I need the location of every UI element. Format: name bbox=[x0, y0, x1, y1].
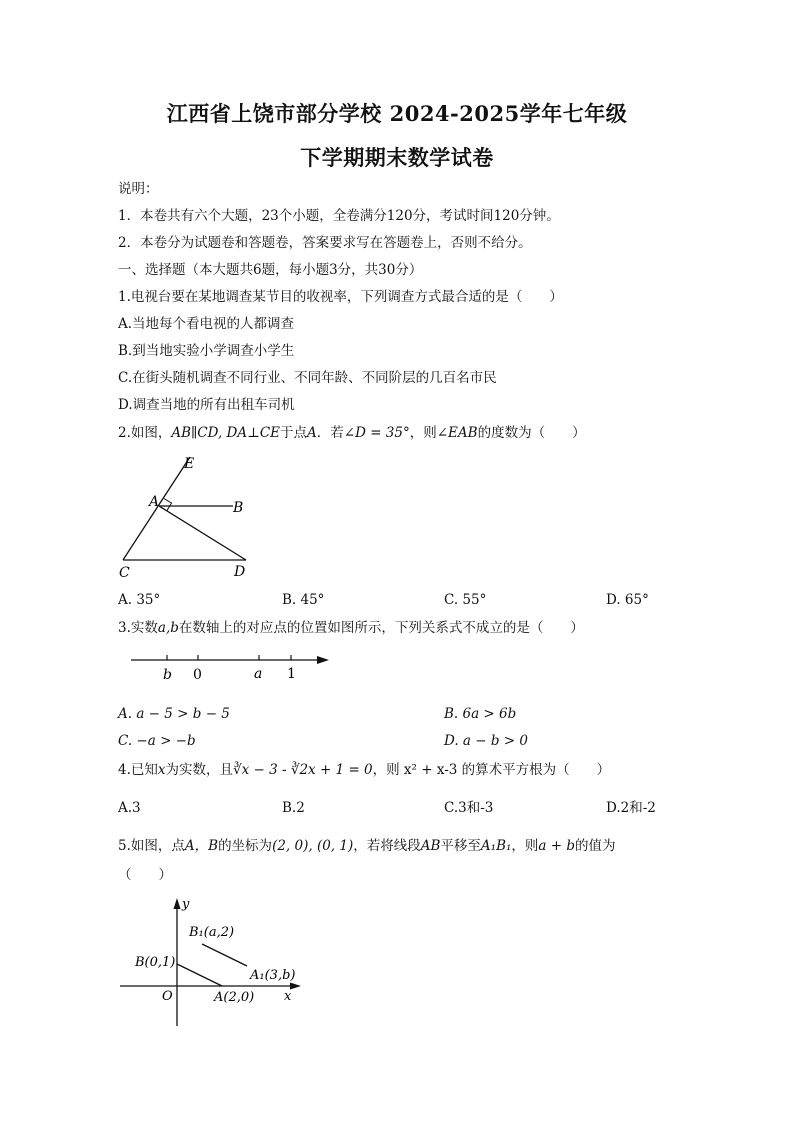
label-c: C bbox=[119, 565, 130, 581]
q5-end: ，则 bbox=[511, 838, 539, 854]
segment-a1b1 bbox=[202, 944, 247, 966]
question-2-figure bbox=[110, 452, 270, 584]
instruction-note-1: 1．本卷共有六个大题，23个小题，全卷满分120分，考试时间120分钟。 bbox=[118, 208, 560, 224]
q4-end: ，则 x² + x-3 的算术平方根为（ ） bbox=[372, 762, 611, 778]
q5-prefix: 5.如图，点 bbox=[118, 838, 185, 854]
label-b1: B₁(a,2) bbox=[189, 925, 235, 940]
label-b: B bbox=[233, 500, 244, 516]
x-axis-arrow-icon bbox=[290, 983, 301, 990]
label-a: A bbox=[149, 494, 160, 510]
segment-ab bbox=[177, 964, 222, 986]
question-1-option-c: C.在街头随机调查不同行业、不同年龄、不同阶层的几百名市民 bbox=[118, 370, 497, 386]
right-angle-mark bbox=[164, 499, 172, 511]
exam-title-line1: 江西省上饶市部分学校 2024-2025学年七年级 bbox=[166, 101, 628, 126]
question-2-option-a: A. 35° bbox=[118, 592, 161, 608]
label-a: A(2,0) bbox=[214, 990, 255, 1005]
question-4-option-c: C.3和-3 bbox=[444, 800, 494, 816]
axis-arrow-icon bbox=[317, 656, 329, 664]
question-2-option-c: C. 55° bbox=[444, 592, 487, 608]
question-1-option-b: B.到当地实验小学调查小学生 bbox=[118, 343, 295, 359]
question-4-stem bbox=[118, 761, 610, 779]
question-2-stem bbox=[118, 424, 586, 442]
q5-mid3: 平移至 bbox=[440, 838, 481, 854]
question-3-option-a: A. a − 5 > b − 5 bbox=[118, 706, 230, 722]
question-3-number-line bbox=[125, 648, 335, 684]
label-b: B(0,1) bbox=[135, 955, 176, 970]
label-origin: O bbox=[162, 989, 173, 1004]
question-3-option-b: B. 6a > 6b bbox=[444, 706, 517, 722]
q2-mid3: ，则 bbox=[409, 425, 437, 441]
label-one: 1 bbox=[287, 666, 296, 682]
q2-angle-eab: ∠EAB bbox=[436, 425, 478, 441]
q2-mid: 于点 bbox=[280, 425, 308, 441]
question-1-option-d: D.调查当地的所有出租车司机 bbox=[118, 397, 295, 413]
q2-end: 的度数为（ ） bbox=[477, 425, 586, 441]
label-e: E bbox=[184, 456, 195, 472]
q3-prefix: 3.实数 bbox=[118, 620, 158, 636]
q3-end: 在数轴上的对应点的位置如图所示，下列关系式不成立的是（ ） bbox=[178, 620, 584, 636]
exam-title-line2: 下学期期末数学试卷 bbox=[300, 145, 494, 170]
q5-ask: a + b bbox=[538, 838, 575, 854]
q5-mid2: ，若将线段 bbox=[353, 838, 421, 854]
q5-points: A，B bbox=[184, 838, 219, 854]
question-3-option-c: C. −a > −b bbox=[118, 733, 196, 749]
q5-end2: 的值为 bbox=[575, 838, 616, 854]
label-b: b bbox=[163, 667, 172, 683]
instructions-label: 说明： bbox=[118, 181, 159, 197]
question-5-figure bbox=[118, 894, 318, 1034]
label-x: x bbox=[284, 989, 292, 1004]
q3-math: a,b bbox=[157, 620, 179, 636]
q4-mid: 为实数，且 bbox=[165, 762, 234, 778]
q5-mid: 的坐标为 bbox=[218, 838, 273, 854]
question-2-option-b: B. 45° bbox=[282, 592, 325, 608]
label-a1: A₁(3,b) bbox=[250, 968, 296, 983]
label-a: a bbox=[254, 666, 263, 682]
question-2-option-d: D. 65° bbox=[606, 592, 649, 608]
label-zero: 0 bbox=[193, 667, 202, 683]
q2-point-a: A bbox=[307, 425, 317, 441]
q4-equation: ∛x − 3 - ∛2x + 1 = 0 bbox=[233, 762, 373, 778]
question-1-stem: 1.电视台要在某地调查某节目的收视率，下列调查方式最合适的是（ ） bbox=[118, 289, 563, 305]
q4-x: x bbox=[157, 762, 166, 778]
q5-segment: AB bbox=[420, 838, 441, 854]
question-5-answer-paren: （ ） bbox=[118, 867, 172, 883]
label-y: y bbox=[182, 897, 190, 912]
question-5-stem bbox=[118, 837, 616, 855]
q5-coords: (2, 0), (0, 1) bbox=[272, 838, 354, 854]
q2-math-condition: AB∥CD, DA⊥CE bbox=[171, 425, 281, 441]
question-1-option-a: A.当地每个看电视的人都调查 bbox=[118, 316, 295, 332]
question-3-stem bbox=[118, 619, 584, 637]
section-heading: 一、选择题（本大题共6题，每小题3分，共30分） bbox=[118, 262, 423, 278]
q5-segment-2: A₁B₁ bbox=[480, 838, 512, 854]
question-4-option-a: A.3 bbox=[118, 800, 141, 816]
q2-mid2: ．若 bbox=[316, 425, 344, 441]
question-3-option-d: D. a − b > 0 bbox=[444, 733, 528, 749]
label-d: D bbox=[234, 564, 246, 580]
instruction-note-2: 2．本卷分为试题卷和答题卷，答案要求写在答题卷上，否则不给分。 bbox=[118, 235, 532, 251]
q2-prefix: 2.如图， bbox=[118, 425, 172, 441]
question-4-option-b: B.2 bbox=[282, 800, 305, 816]
q2-angle-d: ∠D = 35° bbox=[343, 425, 410, 441]
question-4-option-d: D.2和-2 bbox=[606, 800, 656, 816]
y-axis-arrow-icon bbox=[174, 898, 181, 909]
q4-prefix: 4.已知 bbox=[118, 762, 158, 778]
